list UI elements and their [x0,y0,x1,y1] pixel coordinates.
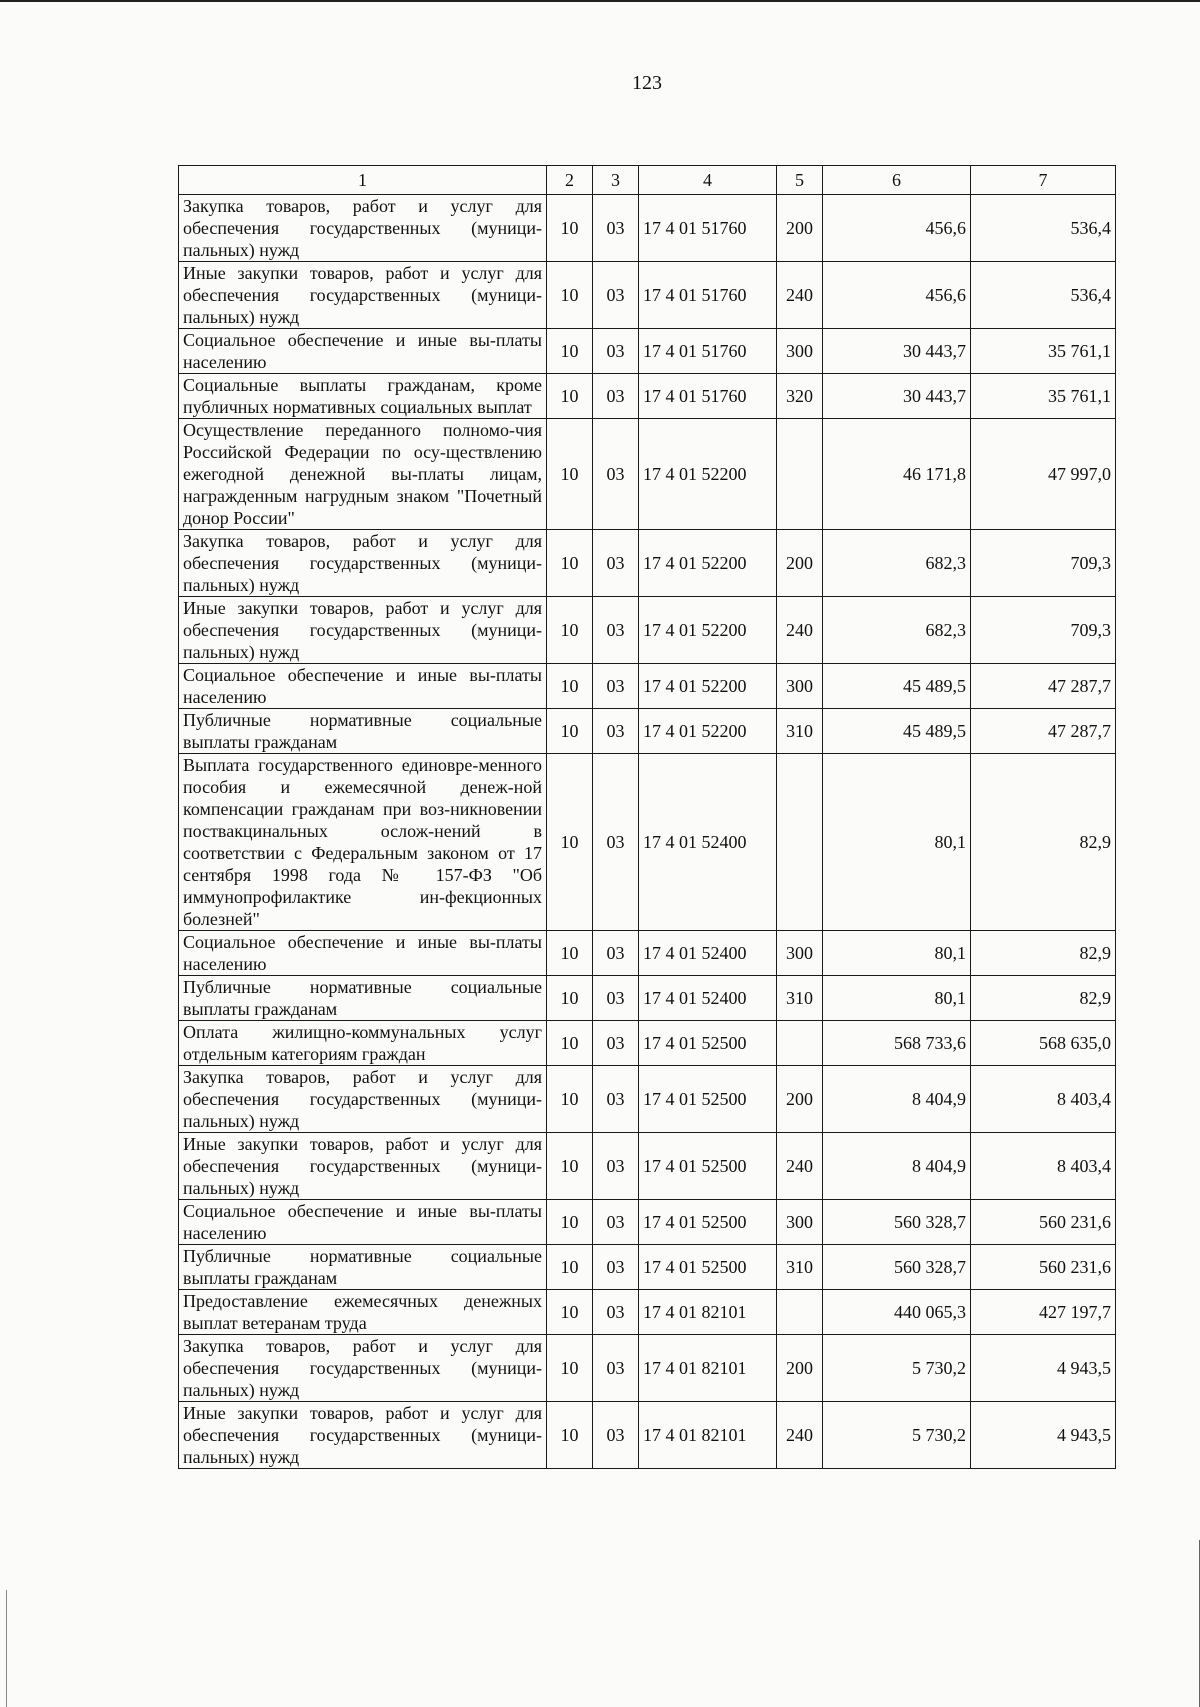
cell-section: 10 [547,1021,593,1066]
cell-amount-year-2: 560 231,6 [971,1245,1116,1290]
table-row [179,1021,1116,1066]
cell-expense-type [777,1290,823,1335]
cell-subsection: 03 [593,1245,639,1290]
table-row [179,597,1116,664]
table-row [179,1066,1116,1133]
cell-amount-year-1: 560 328,7 [823,1245,971,1290]
cell-subsection: 03 [593,329,639,374]
cell-section: 10 [547,419,593,530]
cell-amount-year-2: 4 943,5 [971,1402,1116,1469]
cell-subsection: 03 [593,754,639,931]
cell-expense-type [777,1021,823,1066]
cell-description: Социальное обеспечение и иные вы-платы населению [179,1200,547,1245]
cell-target-article: 17 4 01 52500 [639,1021,777,1066]
cell-subsection: 03 [593,530,639,597]
cell-target-article: 17 4 01 51760 [639,262,777,329]
cell-amount-year-1: 682,3 [823,530,971,597]
header-col-7: 7 [971,166,1116,195]
cell-section: 10 [547,931,593,976]
cell-target-article: 17 4 01 52400 [639,754,777,931]
cell-subsection: 03 [593,1335,639,1402]
cell-amount-year-1: 80,1 [823,754,971,931]
top-border-rule [0,0,1200,2]
cell-section: 10 [547,1066,593,1133]
cell-section: 10 [547,1290,593,1335]
table-row [179,1290,1116,1335]
cell-description: Предоставление ежемесячных денежных выплат ветеранам труда [179,1290,547,1335]
cell-amount-year-1: 45 489,5 [823,709,971,754]
cell-expense-type: 310 [777,709,823,754]
table-row [179,262,1116,329]
cell-amount-year-1: 80,1 [823,931,971,976]
cell-target-article: 17 4 01 51760 [639,374,777,419]
cell-expense-type: 300 [777,329,823,374]
cell-section: 10 [547,1335,593,1402]
cell-target-article: 17 4 01 52500 [639,1245,777,1290]
cell-amount-year-1: 456,6 [823,195,971,262]
cell-subsection: 03 [593,976,639,1021]
cell-section: 10 [547,1133,593,1200]
cell-amount-year-1: 5 730,2 [823,1402,971,1469]
cell-expense-type: 300 [777,1200,823,1245]
cell-description: Закупка товаров, работ и услуг для обеспечения государственных (муници-пальных) нужд [179,1335,547,1402]
header-col-5: 5 [777,166,823,195]
cell-amount-year-2: 47 287,7 [971,709,1116,754]
cell-section: 10 [547,664,593,709]
cell-target-article: 17 4 01 82101 [639,1402,777,1469]
cell-subsection: 03 [593,1021,639,1066]
cell-description: Иные закупки товаров, работ и услуг для обеспечения государственных (муници-пальных) нужд [179,262,547,329]
header-row [179,166,1116,195]
cell-expense-type: 320 [777,374,823,419]
cell-section: 10 [547,709,593,754]
cell-description: Публичные нормативные социальные выплаты гражданам [179,1245,547,1290]
table-row [179,709,1116,754]
cell-subsection: 03 [593,1066,639,1133]
cell-section: 10 [547,195,593,262]
cell-amount-year-1: 80,1 [823,976,971,1021]
table-row [179,664,1116,709]
table-row [179,1402,1116,1469]
cell-amount-year-2: 568 635,0 [971,1021,1116,1066]
cell-amount-year-1: 8 404,9 [823,1066,971,1133]
cell-section: 10 [547,597,593,664]
cell-amount-year-1: 440 065,3 [823,1290,971,1335]
cell-section: 10 [547,530,593,597]
header-col-1: 1 [179,166,547,195]
cell-section: 10 [547,329,593,374]
cell-description: Осуществление переданного полномо-чия Российской Федерации по осу-ществлению ежегодной денежной вы-платы лицам, награжденным нагрудным знаком "Почетный донор России" [179,419,547,530]
cell-amount-year-2: 82,9 [971,931,1116,976]
cell-expense-type: 240 [777,597,823,664]
cell-description: Оплата жилищно-коммунальных услуг отдельным категориям граждан [179,1021,547,1066]
cell-section: 10 [547,754,593,931]
cell-amount-year-2: 427 197,7 [971,1290,1116,1335]
cell-amount-year-1: 5 730,2 [823,1335,971,1402]
cell-amount-year-2: 8 403,4 [971,1066,1116,1133]
cell-target-article: 17 4 01 52500 [639,1066,777,1133]
cell-amount-year-1: 8 404,9 [823,1133,971,1200]
cell-amount-year-1: 682,3 [823,597,971,664]
cell-subsection: 03 [593,1200,639,1245]
cell-target-article: 17 4 01 52200 [639,419,777,530]
cell-amount-year-1: 456,6 [823,262,971,329]
cell-subsection: 03 [593,664,639,709]
header-col-3: 3 [593,166,639,195]
table-row [179,754,1116,931]
cell-amount-year-2: 47 997,0 [971,419,1116,530]
table-row [179,195,1116,262]
cell-amount-year-1: 45 489,5 [823,664,971,709]
cell-subsection: 03 [593,709,639,754]
cell-amount-year-2: 8 403,4 [971,1133,1116,1200]
cell-description: Публичные нормативные социальные выплаты гражданам [179,976,547,1021]
cell-subsection: 03 [593,597,639,664]
cell-section: 10 [547,1245,593,1290]
budget-table [178,165,1116,1469]
cell-description: Иные закупки товаров, работ и услуг для обеспечения государственных (муници-пальных) нужд [179,597,547,664]
cell-amount-year-2: 47 287,7 [971,664,1116,709]
cell-expense-type: 240 [777,262,823,329]
cell-amount-year-2: 709,3 [971,597,1116,664]
cell-section: 10 [547,374,593,419]
cell-amount-year-2: 35 761,1 [971,329,1116,374]
cell-subsection: 03 [593,1290,639,1335]
cell-description: Социальное обеспечение и иные вы-платы населению [179,664,547,709]
cell-target-article: 17 4 01 52200 [639,597,777,664]
table-row [179,1200,1116,1245]
cell-amount-year-2: 536,4 [971,195,1116,262]
cell-description: Закупка товаров, работ и услуг для обеспечения государственных (муници-пальных) нужд [179,1066,547,1133]
cell-amount-year-1: 46 171,8 [823,419,971,530]
cell-amount-year-1: 30 443,7 [823,374,971,419]
cell-description: Выплата государственного единовре-менного пособия и ежемесячной денеж-ной компенсации гражданам при воз-никновении поствакцинальных ослож-нений в соответствии с Федеральным законом от 17 сентября 1998 года № 157-ФЗ "Об иммунопрофилактике ин-фекционных болезней" [179,754,547,931]
cell-expense-type: 240 [777,1133,823,1200]
scan-artifact-line [6,1590,7,1707]
cell-description: Социальное обеспечение и иные вы-платы населению [179,329,547,374]
cell-section: 10 [547,262,593,329]
cell-subsection: 03 [593,1133,639,1200]
cell-expense-type [777,754,823,931]
cell-target-article: 17 4 01 52200 [639,530,777,597]
cell-expense-type: 200 [777,195,823,262]
table-row [179,419,1116,530]
cell-description: Социальные выплаты гражданам, кроме публичных нормативных социальных выплат [179,374,547,419]
cell-section: 10 [547,1200,593,1245]
cell-subsection: 03 [593,931,639,976]
cell-expense-type: 300 [777,931,823,976]
table-row [179,329,1116,374]
cell-subsection: 03 [593,374,639,419]
cell-description: Иные закупки товаров, работ и услуг для обеспечения государственных (муници-пальных) нужд [179,1133,547,1200]
cell-description: Закупка товаров, работ и услуг для обеспечения государственных (муници-пальных) нужд [179,530,547,597]
cell-amount-year-1: 568 733,6 [823,1021,971,1066]
cell-target-article: 17 4 01 52200 [639,664,777,709]
cell-target-article: 17 4 01 82101 [639,1290,777,1335]
table-row [179,374,1116,419]
cell-amount-year-2: 35 761,1 [971,374,1116,419]
cell-amount-year-1: 30 443,7 [823,329,971,374]
cell-description: Социальное обеспечение и иные вы-платы населению [179,931,547,976]
cell-expense-type: 240 [777,1402,823,1469]
cell-target-article: 17 4 01 52400 [639,976,777,1021]
cell-subsection: 03 [593,262,639,329]
cell-expense-type: 300 [777,664,823,709]
table-row [179,1335,1116,1402]
cell-expense-type: 310 [777,1245,823,1290]
cell-amount-year-2: 82,9 [971,754,1116,931]
cell-target-article: 17 4 01 51760 [639,195,777,262]
cell-amount-year-2: 82,9 [971,976,1116,1021]
cell-target-article: 17 4 01 51760 [639,329,777,374]
cell-section: 10 [547,1402,593,1469]
cell-target-article: 17 4 01 52200 [639,709,777,754]
header-col-4: 4 [639,166,777,195]
cell-expense-type [777,419,823,530]
table-row [179,1245,1116,1290]
cell-description: Закупка товаров, работ и услуг для обеспечения государственных (муници-пальных) нужд [179,195,547,262]
cell-subsection: 03 [593,1402,639,1469]
cell-amount-year-2: 709,3 [971,530,1116,597]
table-row [179,530,1116,597]
cell-expense-type: 200 [777,1335,823,1402]
cell-amount-year-2: 4 943,5 [971,1335,1116,1402]
table-row [179,1133,1116,1200]
header-col-2: 2 [547,166,593,195]
cell-subsection: 03 [593,195,639,262]
cell-description: Иные закупки товаров, работ и услуг для обеспечения государственных (муници-пальных) нужд [179,1402,547,1469]
cell-expense-type: 310 [777,976,823,1021]
cell-expense-type: 200 [777,1066,823,1133]
table-row [179,976,1116,1021]
cell-target-article: 17 4 01 52400 [639,931,777,976]
cell-expense-type: 200 [777,530,823,597]
page-number: 123 [632,72,662,94]
cell-section: 10 [547,976,593,1021]
cell-amount-year-2: 560 231,6 [971,1200,1116,1245]
cell-target-article: 17 4 01 82101 [639,1335,777,1402]
cell-amount-year-2: 536,4 [971,262,1116,329]
cell-subsection: 03 [593,419,639,530]
cell-target-article: 17 4 01 52500 [639,1133,777,1200]
table-body [179,195,1116,1469]
cell-description: Публичные нормативные социальные выплаты гражданам [179,709,547,754]
cell-target-article: 17 4 01 52500 [639,1200,777,1245]
cell-amount-year-1: 560 328,7 [823,1200,971,1245]
header-col-6: 6 [823,166,971,195]
table-row [179,931,1116,976]
